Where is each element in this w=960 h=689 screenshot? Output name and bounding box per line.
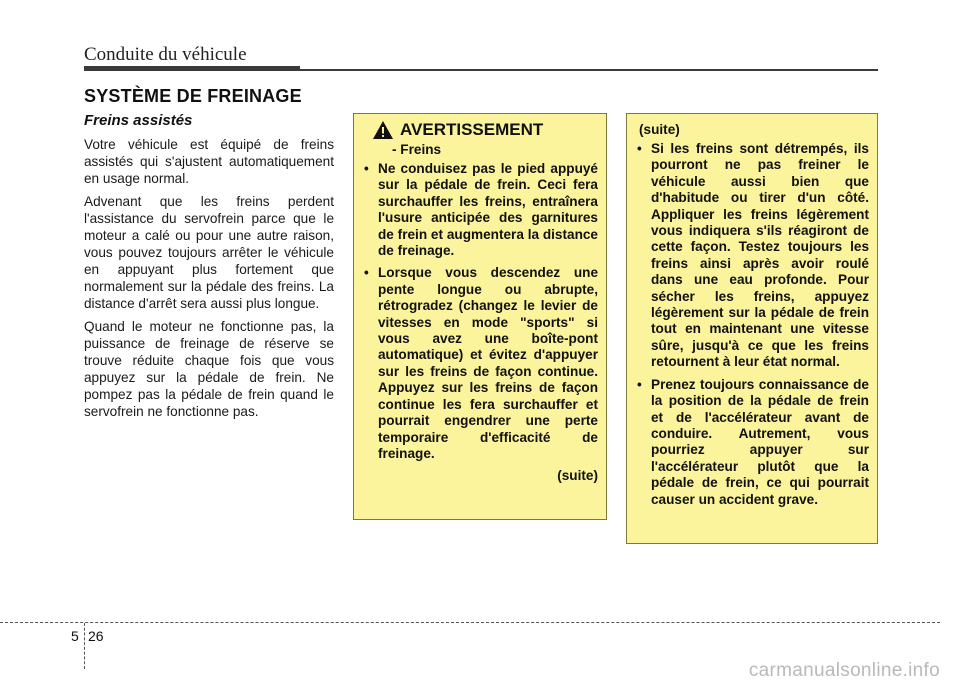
warning-title: AVERTISSEMENT [400, 120, 544, 139]
warning-item-text: Ne conduisez pas le pied appuyé sur la pédale de frein. Ceci fera surchauffer les freins, entraînera l'usure anticipée des garnitures de frein et augmentera la distance de freinage. [378, 161, 598, 259]
bullet: • [637, 376, 642, 392]
continued-label: (suite) [639, 122, 680, 137]
footer-rule [0, 622, 940, 623]
body-paragraph-2: Advenant que les freins perdent l'assistance du servofrein parce que le moteur a calé ou pour une autre raison, vous pouvez toujours arrêter le véhicule en appuyant plus fortement que normalement sur la pédale des freins. La distance d'arrêt sera aussi plus longue. [84, 194, 334, 311]
list-item [362, 161, 598, 259]
watermark: carmanualsonline.info [748, 660, 940, 681]
running-header: Conduite du véhicule [84, 44, 247, 65]
header-rule-thin [300, 69, 878, 71]
warning-box-right [626, 113, 878, 544]
left-column [84, 112, 334, 426]
section-title: SYSTÈME DE FREINAGE [84, 86, 302, 106]
warning-list-left [362, 161, 598, 462]
warning-triangle-icon [372, 120, 394, 140]
warning-header [372, 120, 598, 140]
list-item [362, 265, 598, 462]
subheading: Freins assistés [84, 112, 193, 129]
bullet: • [364, 265, 369, 281]
footer-divider [84, 623, 85, 669]
body-paragraph-1: Votre véhicule est équipé de freins assistés qui s'ajustent automatiquement en usage normal. [84, 137, 334, 186]
list-item [635, 377, 869, 508]
continued-label: (suite) [557, 468, 598, 484]
warning-subtitle: - Freins [392, 142, 442, 157]
body-paragraph-3: Quand le moteur ne fonctionne pas, la puissance de freinage de réserve se trouve réduite chaque fois que vous appuyez sur la pédale de frein. Ne pompez pas la pédale de frein quand le servofrein ne fonctionne pas. [84, 319, 334, 419]
warning-item-text: Lorsque vous descendez une pente longue ou abrupte, rétrogradez (changez le levier de vitesses en mode "sports" si vous avez une boîte-pont automatique) et évitez d'appuyer sur les freins de façon continue. Appuyez sur les freins de façon continue les fera surchauffer et pourrait engendrer une perte temporaire d'efficacité de freinage. [378, 265, 598, 461]
warning-box-left [353, 113, 607, 520]
warning-item-text: Prenez toujours connaissance de la position de la pédale de frein et de l'accélérateur avant de conduire. Autrement, vous pourriez appuyer sur l'accélérateur plutôt que la pédale de frein, ce qui pourrait causer un accident grave. [651, 376, 869, 507]
list-item [635, 141, 869, 371]
page-number: 26 [88, 628, 104, 644]
warning-item-text: Si les freins sont détrempés, ils pourront ne pas freiner le véhicule aussi bien que d'habitude ou tirer d'un côté. Appliquer les freins légèrement vous indiquera s'ils réagiront de cette façon. Testez toujours les freins ainsi après avoir roulé dans une eau profonde. Pour sécher les freins, appuyez légèrement sur la pédale de frein tout en maintenant une vitesse sûre, jusqu'à ce que les freins retournent à leur état normal. [651, 141, 869, 370]
header-rule-thick [84, 66, 300, 71]
chapter-number: 5 [71, 628, 79, 644]
bullet: • [637, 141, 642, 156]
warning-list-right [635, 141, 869, 508]
bullet: • [364, 161, 369, 176]
